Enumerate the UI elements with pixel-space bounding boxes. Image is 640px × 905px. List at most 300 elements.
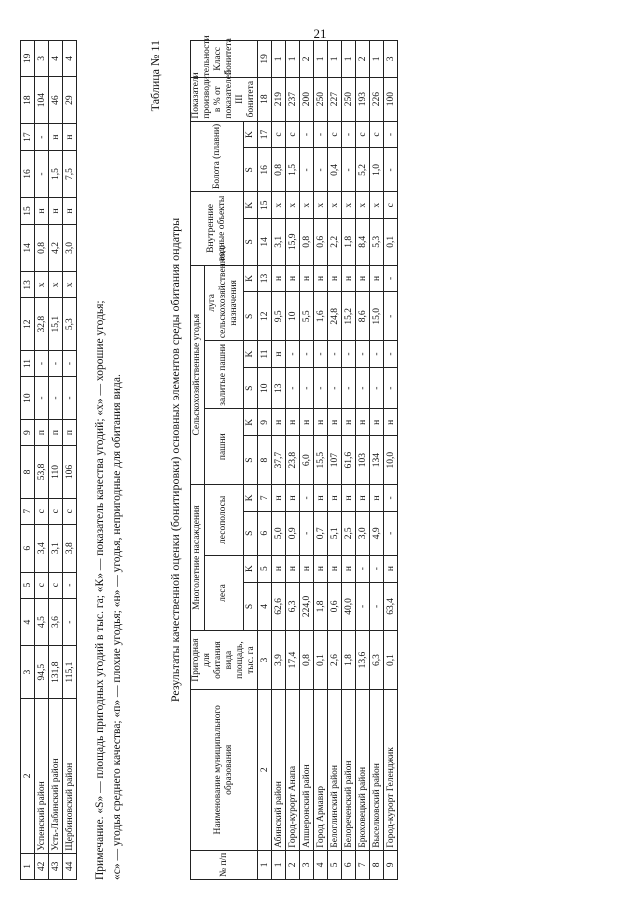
table-cell: н <box>49 198 63 224</box>
table-cell: 1 <box>272 41 286 78</box>
table-cell: н <box>328 409 342 436</box>
table-cell: 0,6 <box>314 219 328 265</box>
table-row <box>328 41 342 880</box>
table-cell: 11 <box>21 350 35 376</box>
table-row <box>63 41 77 880</box>
table-row <box>314 41 328 880</box>
header-inland: Внутренние водные объекты <box>191 192 244 265</box>
table-cell: 10 <box>21 377 35 420</box>
table-cell: 13,6 <box>356 631 370 690</box>
table-cell: 15,2 <box>342 292 356 341</box>
table-cell: 15 <box>21 198 35 224</box>
table-cell: н <box>272 265 286 292</box>
table-cell: 4 <box>63 41 77 77</box>
table-cell: - <box>49 350 63 376</box>
table-cell: 3,0 <box>356 511 370 555</box>
table-cell: 5 <box>21 572 35 598</box>
table-cell: - <box>384 367 398 408</box>
table-cell: 8 <box>258 436 272 485</box>
header-s: S <box>244 219 258 265</box>
table-cell: 0,8 <box>35 224 49 272</box>
table-cell: - <box>342 121 356 148</box>
table-cell: - <box>35 350 49 376</box>
table-cell: 10 <box>286 292 300 341</box>
table-cell: - <box>342 148 356 192</box>
table-cell: - <box>300 121 314 148</box>
table-cell: - <box>384 292 398 341</box>
table-cell: - <box>35 377 49 420</box>
table-row <box>272 41 286 880</box>
table-cell: 16 <box>21 150 35 198</box>
table-cell: х <box>49 272 63 298</box>
table-cell: 3 <box>35 41 49 77</box>
table-cell: - <box>370 367 384 408</box>
table-cell: 94,5 <box>35 646 49 698</box>
table-cell: с <box>49 572 63 598</box>
table-cell: 131,8 <box>49 646 63 698</box>
table-cell: 24,8 <box>328 292 342 341</box>
header-perennial: Многолетние насаждения <box>191 485 205 631</box>
header-s: S <box>244 436 258 485</box>
header-k: K <box>244 265 258 292</box>
table-cell: 2,6 <box>328 631 342 690</box>
table-cell: 3 <box>300 850 314 879</box>
table-cell: 0,1 <box>384 219 398 265</box>
table-cell: 250 <box>314 77 328 121</box>
header-k: K <box>244 555 258 582</box>
table-cell: Успенский район <box>35 698 49 853</box>
table-cell: - <box>328 341 342 368</box>
table-cell: 44 <box>63 853 77 879</box>
table-cell: 15,9 <box>286 219 300 265</box>
table-cell: Белореченский район <box>342 689 356 850</box>
table-cell: Щербиновский район <box>63 698 77 853</box>
table-11-label: Таблица № 11 <box>148 40 162 112</box>
header-k: K <box>244 341 258 368</box>
table-cell: н <box>370 409 384 436</box>
table-cell: с <box>49 498 63 524</box>
table-cell: - <box>35 150 49 198</box>
table-cell: 107 <box>328 436 342 485</box>
table-cell: н <box>286 485 300 512</box>
table-cell: 9 <box>21 420 35 446</box>
table-cell: 19 <box>21 41 35 77</box>
table-cell: 16 <box>258 148 272 192</box>
table-cell: 40,0 <box>342 582 356 631</box>
table-cell: 1 <box>342 41 356 78</box>
table-cell: - <box>370 341 384 368</box>
table-cell: 5,2 <box>356 148 370 192</box>
table-cell: 103 <box>356 436 370 485</box>
table-cell: 9 <box>258 409 272 436</box>
table-cell: н <box>328 555 342 582</box>
table-cell: 13 <box>21 272 35 298</box>
table-cell: 5,5 <box>300 292 314 341</box>
table-cell: 6 <box>342 850 356 879</box>
table-cell: 104 <box>35 76 49 124</box>
table-cell: п <box>63 420 77 446</box>
table-row <box>370 41 384 880</box>
table-cell: н <box>384 555 398 582</box>
table-cell: 0,7 <box>314 511 328 555</box>
table-11-title: Результаты качественной оценки (бонитировки) основных элементов среды обитания ондатры <box>168 217 182 703</box>
table-cell: 1,8 <box>342 631 356 690</box>
table-cell: 5,0 <box>272 511 286 555</box>
table-cell: н <box>300 555 314 582</box>
table-cell: 8 <box>370 850 384 879</box>
table-cell: 1 <box>328 41 342 78</box>
table-cell: 12 <box>21 298 35 350</box>
table-cell: 2,2 <box>328 219 342 265</box>
table-cell: 6,3 <box>370 631 384 690</box>
table-cell: - <box>384 341 398 368</box>
table-cell: 1 <box>370 41 384 78</box>
table-cell: 1,8 <box>342 219 356 265</box>
table-cell: 6 <box>258 511 272 555</box>
header-k: K <box>244 121 258 148</box>
table-cell: х <box>300 192 314 219</box>
table-cell: - <box>314 367 328 408</box>
table-cell: 3,1 <box>272 219 286 265</box>
table-cell: н <box>272 555 286 582</box>
header-arable: пашни <box>204 409 243 485</box>
table-cell: - <box>342 367 356 408</box>
header-k: K <box>244 192 258 219</box>
table-cell: 224,0 <box>300 582 314 631</box>
table-cell: Апшеронский район <box>300 689 314 850</box>
table-cell: - <box>342 341 356 368</box>
table-cell: 115,1 <box>63 646 77 698</box>
table-cell: 6,0 <box>300 436 314 485</box>
table-cell: 0,8 <box>300 219 314 265</box>
table-cell: - <box>300 485 314 512</box>
table-cell: 8,6 <box>356 292 370 341</box>
table-cell: 43 <box>49 853 63 879</box>
table-cell: 250 <box>342 77 356 121</box>
table-cell: х <box>328 192 342 219</box>
table-cell: 1,6 <box>314 292 328 341</box>
table-cell: н <box>300 409 314 436</box>
table-cell: 1 <box>314 41 328 78</box>
table-cell: 7 <box>258 485 272 512</box>
table-cell: 0,1 <box>314 631 328 690</box>
table-cell: х <box>342 192 356 219</box>
table-cell: 219 <box>272 77 286 121</box>
table-notes <box>92 40 126 880</box>
header-swamps: Болота (плавни) <box>191 121 244 192</box>
table-cell: - <box>314 121 328 148</box>
table-cell: н <box>328 265 342 292</box>
header-meadows: луга сельскохозяйственного назначения <box>204 265 243 341</box>
header-num: № п/п <box>191 850 258 879</box>
table-cell: с <box>35 572 49 598</box>
table-cell: 3,8 <box>63 524 77 572</box>
table-cell: - <box>356 341 370 368</box>
table-10-body <box>21 41 77 880</box>
table-cell: 46 <box>49 76 63 124</box>
table-cell: Абинский район <box>272 689 286 850</box>
table-cell: - <box>314 341 328 368</box>
table-cell: 2 <box>258 689 272 850</box>
header-flooded: залитые пашни <box>204 341 243 409</box>
table-cell: х <box>272 192 286 219</box>
table-cell: х <box>63 272 77 298</box>
table-cell: н <box>356 265 370 292</box>
table-cell: - <box>384 485 398 512</box>
table-cell: н <box>342 485 356 512</box>
table-cell: 1 <box>21 853 35 879</box>
table-row <box>356 41 370 880</box>
header-s: S <box>244 148 258 192</box>
table-cell: 3,4 <box>35 524 49 572</box>
table-cell: 0,8 <box>300 631 314 690</box>
table-cell: х <box>370 192 384 219</box>
table-cell: 15 <box>258 192 272 219</box>
table-row <box>49 41 63 880</box>
table-11-body <box>258 41 398 880</box>
table-cell: - <box>63 572 77 598</box>
table-cell: н <box>384 409 398 436</box>
table-cell: 7 <box>356 850 370 879</box>
table-cell: н <box>370 485 384 512</box>
rotated-content <box>20 35 620 880</box>
table-cell: Город-курорт Анапа <box>286 689 300 850</box>
table-cell: с <box>356 121 370 148</box>
table-cell: н <box>314 485 328 512</box>
table-cell: 4 <box>314 850 328 879</box>
table-cell: 193 <box>356 77 370 121</box>
table-cell: - <box>300 341 314 368</box>
table-cell: 9,5 <box>272 292 286 341</box>
header-s: S <box>244 511 258 555</box>
table-cell: 2 <box>286 850 300 879</box>
table-cell: 17 <box>258 121 272 148</box>
table-cell: - <box>286 367 300 408</box>
table-cell: 3,0 <box>63 224 77 272</box>
table-cell: 7 <box>21 498 35 524</box>
table-cell: н <box>63 198 77 224</box>
page-number: 21 <box>313 26 327 41</box>
table-cell: 0,4 <box>328 148 342 192</box>
table-row <box>300 41 314 880</box>
table-cell: 4 <box>49 41 63 77</box>
table-cell: п <box>35 420 49 446</box>
table-cell: 3 <box>21 646 35 698</box>
table-cell: 6 <box>21 524 35 572</box>
header-forests: леса <box>204 555 243 631</box>
table-cell: 15,5 <box>314 436 328 485</box>
table-cell: 2,5 <box>342 511 356 555</box>
table-cell: - <box>63 598 77 646</box>
table-cell: 3,1 <box>49 524 63 572</box>
table-cell: - <box>300 148 314 192</box>
table-cell: 32,8 <box>35 298 49 350</box>
table-cell: с <box>35 498 49 524</box>
table-cell: н <box>286 409 300 436</box>
table-cell: 42 <box>35 853 49 879</box>
table-cell: 18 <box>258 77 272 121</box>
table-cell: 4 <box>21 598 35 646</box>
table-cell: Выселковский район <box>370 689 384 850</box>
table-cell: 17,4 <box>286 631 300 690</box>
table-cell: 0,6 <box>328 582 342 631</box>
table-cell: с <box>328 121 342 148</box>
table-cell: 19 <box>258 41 272 78</box>
table-cell: 4,5 <box>35 598 49 646</box>
table-cell: 237 <box>286 77 300 121</box>
table-cell: н <box>342 409 356 436</box>
table-cell: 8,4 <box>356 219 370 265</box>
table-cell: 15,1 <box>49 298 63 350</box>
table-cell: 5,1 <box>328 511 342 555</box>
table-cell: 63,4 <box>384 582 398 631</box>
table-cell: 37,7 <box>272 436 286 485</box>
table-cell: 1,5 <box>49 150 63 198</box>
table-cell: 53,8 <box>35 446 49 498</box>
table-cell: 1 <box>286 41 300 78</box>
table-cell: - <box>35 124 49 150</box>
table-cell: н <box>342 265 356 292</box>
table-cell: 3 <box>384 41 398 78</box>
table-cell: х <box>286 192 300 219</box>
table-cell: 14 <box>258 219 272 265</box>
table-cell: 100 <box>384 77 398 121</box>
table-cell: - <box>356 582 370 631</box>
table-cell: 1 <box>272 850 286 879</box>
table-cell: 2 <box>356 41 370 78</box>
table-cell: 9 <box>384 850 398 879</box>
table-cell: с <box>286 121 300 148</box>
table-cell: н <box>35 198 49 224</box>
table-cell: - <box>384 265 398 292</box>
table-cell: - <box>356 367 370 408</box>
table-cell: Брюховецкий район <box>356 689 370 850</box>
column-number-row <box>258 41 272 880</box>
table-cell: 6,3 <box>286 582 300 631</box>
table-cell: 61,6 <box>342 436 356 485</box>
table-cell: 1,0 <box>370 148 384 192</box>
table-cell: 227 <box>328 77 342 121</box>
table-cell: с <box>63 498 77 524</box>
table-cell: - <box>384 511 398 555</box>
table-11-header <box>191 35 258 880</box>
column-number-row <box>21 41 35 880</box>
table-cell: 3,6 <box>49 598 63 646</box>
table-cell: - <box>370 582 384 631</box>
table-cell: н <box>286 555 300 582</box>
table-cell: п <box>49 420 63 446</box>
table-cell: 4 <box>258 582 272 631</box>
table-cell: - <box>286 341 300 368</box>
table-cell: н <box>272 409 286 436</box>
table-cell: н <box>314 409 328 436</box>
table-cell: 4,2 <box>49 224 63 272</box>
table-cell: 23,8 <box>286 436 300 485</box>
table-cell: н <box>370 265 384 292</box>
table-cell: 0,1 <box>384 631 398 690</box>
table-cell: 10,0 <box>384 436 398 485</box>
table-cell: 10 <box>258 367 272 408</box>
table-cell: с <box>370 121 384 148</box>
table-row <box>35 41 49 880</box>
table-cell: 1,5 <box>286 148 300 192</box>
table-cell: 8 <box>21 446 35 498</box>
table-cell: 12 <box>258 292 272 341</box>
table-cell: с <box>272 121 286 148</box>
table-cell: н <box>286 265 300 292</box>
table-cell: 4,9 <box>370 511 384 555</box>
table-row <box>342 41 356 880</box>
table-cell: - <box>300 511 314 555</box>
table-row <box>286 41 300 880</box>
header-k: K <box>244 409 258 436</box>
header-s: S <box>244 582 258 631</box>
table-cell: - <box>384 148 398 192</box>
table-cell: - <box>384 121 398 148</box>
table-cell: 5,3 <box>63 298 77 350</box>
table-cell: н <box>314 555 328 582</box>
table-cell: 11 <box>258 341 272 368</box>
header-s: S <box>244 292 258 341</box>
table-cell: Усть-Лабинский район <box>49 698 63 853</box>
table-cell: 17 <box>21 124 35 150</box>
table-row <box>384 41 398 880</box>
table-cell: - <box>370 555 384 582</box>
header-s: S <box>244 367 258 408</box>
table-cell: Белоглинский район <box>328 689 342 850</box>
header-name: Наименование муниципального образования <box>191 689 258 850</box>
table-cell: Город Армавир <box>314 689 328 850</box>
notes-line-2: «с» — угодья среднего качества; «п» — плохие угодья; «н» — угодья, непригодные для обитания вида. <box>111 374 123 880</box>
table-cell: - <box>49 377 63 420</box>
table-cell: 62,6 <box>272 582 286 631</box>
table-cell: Город-курорт Геленджик <box>384 689 398 850</box>
table-cell: 200 <box>300 77 314 121</box>
table-cell: 110 <box>49 446 63 498</box>
table-cell: - <box>300 367 314 408</box>
header-class: Класс бонитета <box>191 41 258 78</box>
table-cell: - <box>314 148 328 192</box>
table-cell: 15,0 <box>370 292 384 341</box>
table-cell: 2 <box>300 41 314 78</box>
table-11 <box>190 35 398 880</box>
table-cell: 1 <box>258 850 272 879</box>
table-cell: н <box>272 341 286 368</box>
table-cell: 14 <box>21 224 35 272</box>
table-cell: 5 <box>258 555 272 582</box>
table-cell: 7,5 <box>63 150 77 198</box>
table-cell: 226 <box>370 77 384 121</box>
table-cell: 3,9 <box>272 631 286 690</box>
table-cell: 3 <box>258 631 272 690</box>
table-cell: 106 <box>63 446 77 498</box>
table-cell: 5,3 <box>370 219 384 265</box>
table-cell: х <box>356 192 370 219</box>
table-cell: 13 <box>258 265 272 292</box>
table-cell: х <box>35 272 49 298</box>
table-cell: 134 <box>370 436 384 485</box>
table-cell: н <box>356 409 370 436</box>
table-cell: с <box>384 192 398 219</box>
notes-line-1: Примечание. «S» — площадь пригодных угодий в тыс. га; «К» — показатель качества угодий; «х» — хорошие угодья; <box>94 300 106 880</box>
header-productivity: Показатели производительности в % от показателей III бонитета <box>191 77 258 121</box>
table-cell: 29 <box>63 76 77 124</box>
table-cell: н <box>272 485 286 512</box>
table-cell: 5 <box>328 850 342 879</box>
table-cell: н <box>342 555 356 582</box>
table-cell: н <box>300 265 314 292</box>
table-cell: - <box>328 367 342 408</box>
